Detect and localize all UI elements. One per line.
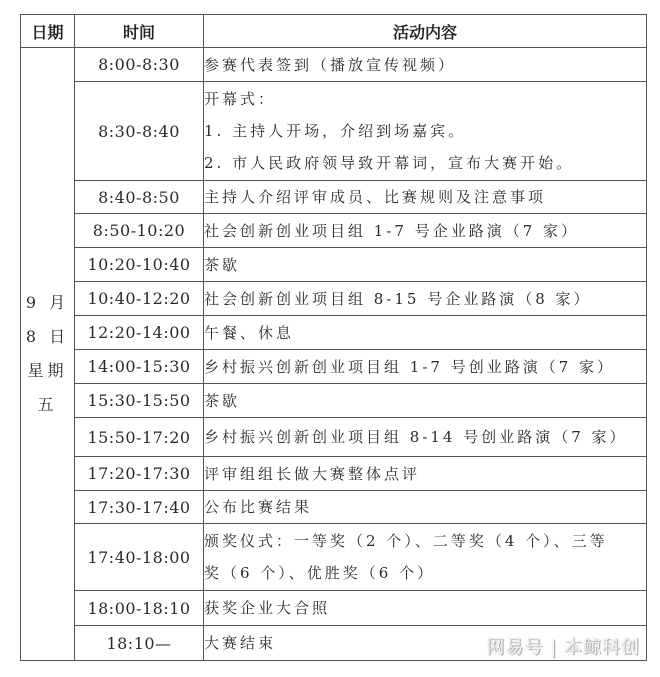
activity-line: 乡村振兴创新创业项目组 1-7 号创业路演（7 家）: [204, 357, 616, 376]
table-row: [21, 591, 647, 626]
table-row: [21, 524, 647, 591]
activity-line: 大赛结束: [204, 634, 277, 652]
table-row: [21, 491, 647, 524]
activity-cell: [204, 282, 647, 316]
date-line: 9 月: [25, 293, 70, 312]
table-row: [21, 214, 647, 248]
activity-line: 茶歇: [204, 391, 241, 410]
header-row: [21, 15, 647, 48]
time-cell: 8:50-10:20: [75, 214, 204, 248]
activity-cell: [204, 248, 647, 282]
activity-cell: [204, 384, 647, 418]
time-cell: 10:20-10:40: [75, 248, 204, 282]
activity-line: 社会创新创业项目组 8-15 号企业路演（8 家）: [204, 289, 592, 308]
activity-line: 主持人介绍评审成员、比赛规则及注意事项: [204, 188, 547, 206]
watermark: 网易号 | 本鲸科创: [486, 637, 640, 658]
table-row: [21, 418, 647, 457]
date-line: 星期: [27, 361, 68, 380]
activity-cell: [204, 48, 647, 82]
activity-cell: [204, 214, 647, 248]
activity-cell: [204, 82, 647, 181]
activity-line: 参赛代表签到（播放宣传视频）: [204, 55, 457, 74]
table-row: [21, 48, 647, 82]
date-line: 8 日: [25, 327, 70, 346]
activity-cell: [204, 491, 647, 524]
activity-line: 社会创新创业项目组 1-7 号企业路演（7 家）: [204, 221, 580, 240]
time-cell: 14:00-15:30: [75, 350, 204, 384]
activity-line: 公布比赛结果: [204, 498, 313, 516]
time-cell: 17:40-18:00: [75, 524, 204, 591]
time-cell: 18:00-18:10: [75, 591, 204, 626]
time-cell: 15:50-17:20: [75, 418, 204, 457]
activity-cell: [204, 457, 647, 491]
schedule-table: [20, 14, 647, 661]
table-row: [21, 316, 647, 350]
activity-line: 开幕式：: [204, 90, 277, 108]
activity-line: 午餐、休息: [204, 323, 295, 342]
time-cell: 17:20-17:30: [75, 457, 204, 491]
activity-cell: [204, 591, 647, 626]
date-line: 五: [37, 395, 58, 414]
time-cell: 17:30-17:40: [75, 491, 204, 524]
time-cell: 10:40-12:20: [75, 282, 204, 316]
activity-cell: [204, 316, 647, 350]
activity-line: 评审组组长做大赛整体点评: [204, 464, 421, 483]
activity-line: 获奖企业大合照: [204, 599, 331, 617]
activity-line: 乡村振兴创新创业项目组 8-14 号创业路演（7 家）: [204, 428, 628, 446]
table-row: [21, 350, 647, 384]
time-cell: 18:10—: [75, 626, 204, 661]
activity-line: 颁奖仪式：一等奖（2 个）、二等奖（4 个）、三等: [204, 532, 608, 550]
activity-cell: [204, 418, 647, 457]
time-cell: 12:20-14:00: [75, 316, 204, 350]
activity-line: 奖（6 个）、优胜奖（6 个）: [204, 564, 436, 582]
time-cell: 8:00-8:30: [75, 48, 204, 82]
table-row: [21, 82, 647, 181]
activity-line: 1. 主持人开场，介绍到场嘉宾。: [204, 122, 467, 140]
table-row: [21, 457, 647, 491]
time-cell: 15:30-15:50: [75, 384, 204, 418]
activity-cell: [204, 524, 647, 591]
activity-line: 茶歇: [204, 255, 241, 274]
time-cell: 8:30-8:40: [75, 82, 204, 181]
time-cell: 8:40-8:50: [75, 181, 204, 214]
table-row: [21, 181, 647, 214]
table-row: [21, 282, 647, 316]
activity-cell: [204, 181, 647, 214]
header-time: 时间: [75, 15, 204, 48]
date-cell: [21, 48, 75, 661]
header-date: 日期: [21, 15, 75, 48]
table-row: [21, 248, 647, 282]
table-row: [21, 384, 647, 418]
activity-line: 2. 市人民政府领导致开幕词，宣布大赛开始。: [204, 154, 575, 172]
activity-cell: [204, 350, 647, 384]
header-activity: 活动内容: [204, 15, 647, 48]
